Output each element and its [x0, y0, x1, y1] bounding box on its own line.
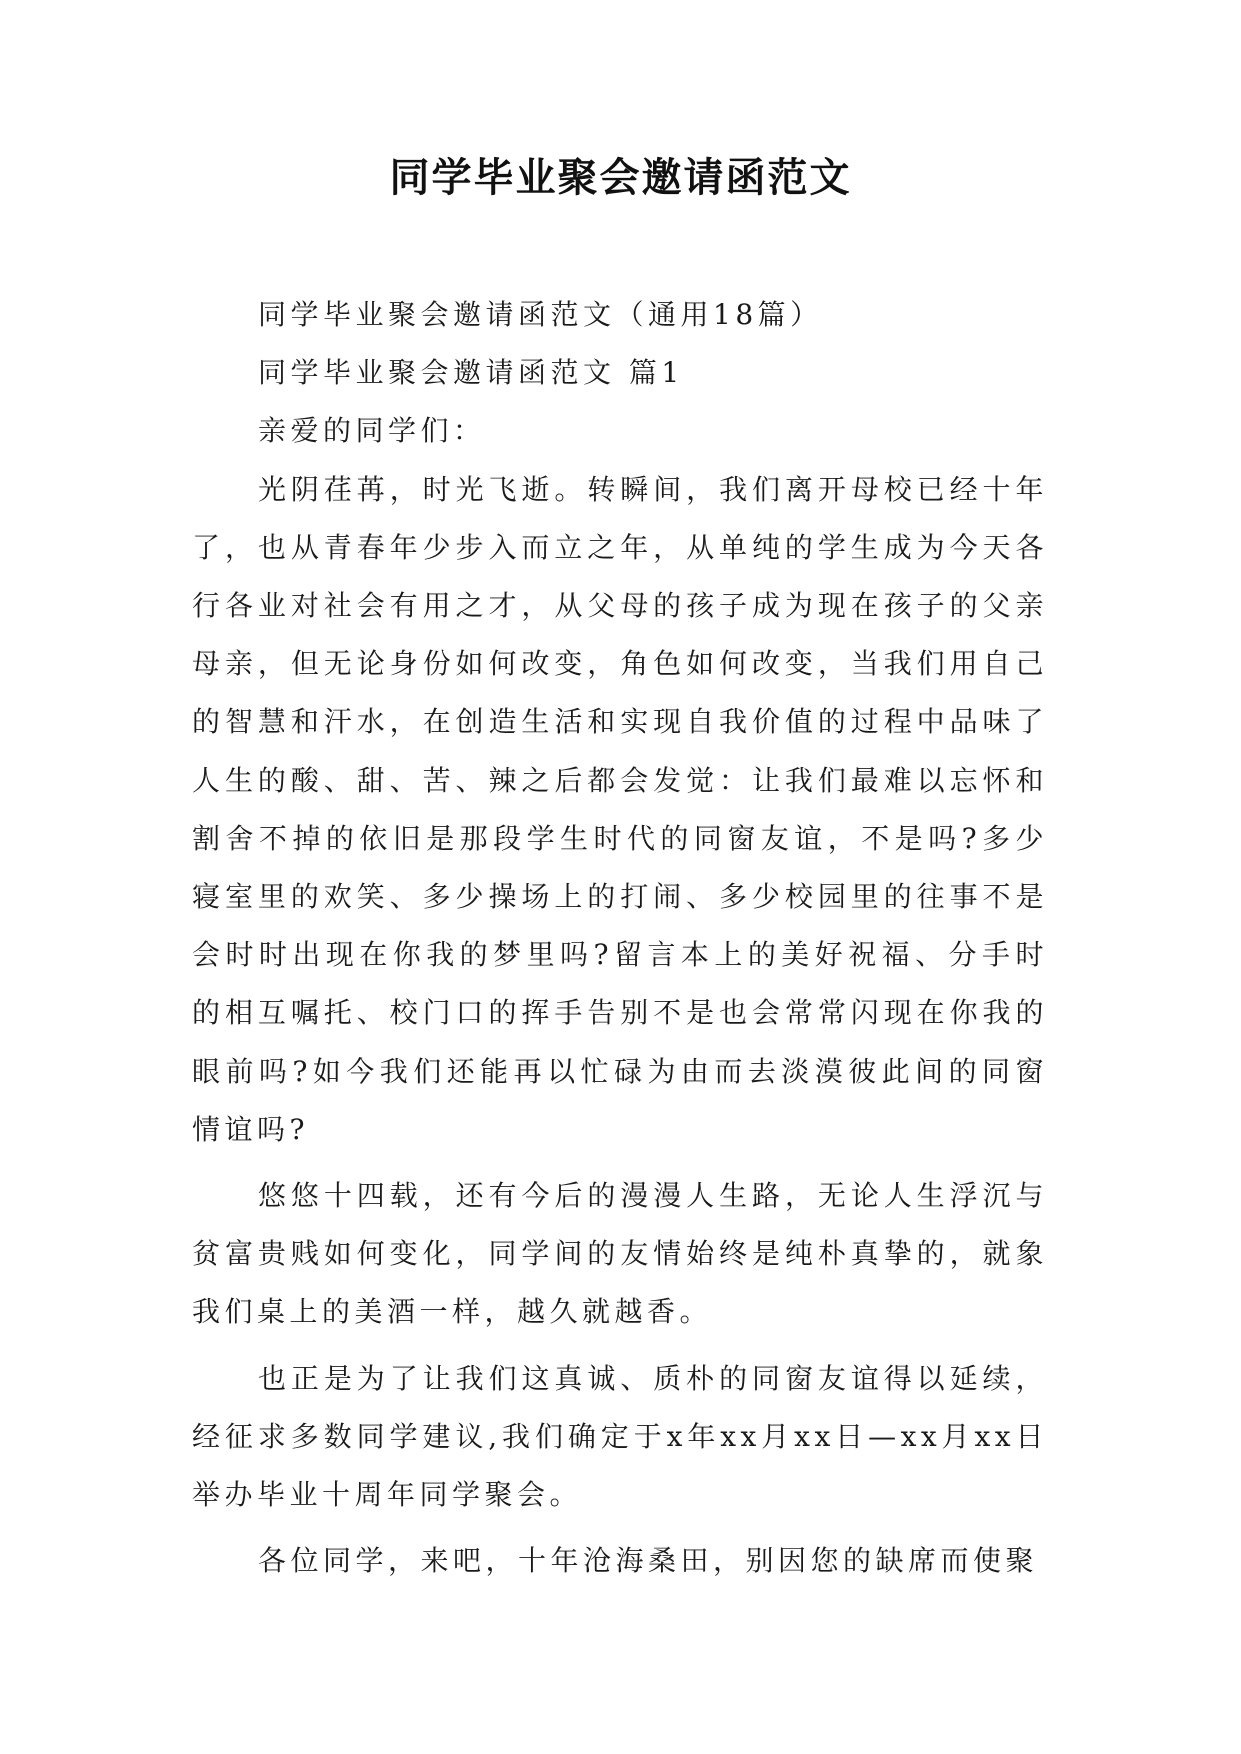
salutation: 亲爱的同学们： [258, 414, 486, 448]
section-heading: 同学毕业聚会邀请函范文 篇1 [258, 356, 684, 390]
body-paragraph: 各位同学，来吧，十年沧海桑田，别因您的缺席而使聚 [258, 1544, 1039, 1578]
body-paragraph: 悠悠十四载，还有今后的漫漫人生路，无论人生浮沉与贫富贵贱如何变化，同学间的友情始终是纯朴真挚的，就象我们桌上的美酒一样，越久就越香。 [192, 1179, 1048, 1329]
subtitle-line: 同学毕业聚会邀请函范文（通用18篇） [258, 298, 823, 331]
document-body [192, 286, 1048, 1590]
document-title: 同学毕业聚会邀请函范文 [389, 154, 852, 201]
body-paragraph: 光阴荏苒，时光飞逝。转瞬间，我们离开母校已经十年了，也从青春年少步入而立之年，从单纯的学生成为今天各行各业对社会有用之才，从父母的孩子成为现在孩子的父亲母亲，但无论身份如何改变，角色如何改变，当我们用自己的智慧和汗水，在创造生活和实现自我价值的过程中品味了人生的酸、甜、苦、辣之后都会发觉：让我们最难以忘怀和割舍不掉的依旧是那段学生时代的同窗友谊，不是吗?多少寝室里的欢笑、多少操场上的打闹、多少校园里的往事不是会时时出现在你我的梦里吗?留言本上的美好祝福、分手时的相互嘱托、校门口的挥手告别不是也会常常闪现在你我的眼前吗?如今我们还能再以忙碌为由而去淡漠彼此间的同窗情谊吗? [192, 472, 1048, 1146]
body-paragraph: 也正是为了让我们这真诚、质朴的同窗友谊得以延续，经征求多数同学建议,我们确定于x年xx月xx日—xx月xx日举办毕业十周年同学聚会。 [192, 1361, 1048, 1512]
